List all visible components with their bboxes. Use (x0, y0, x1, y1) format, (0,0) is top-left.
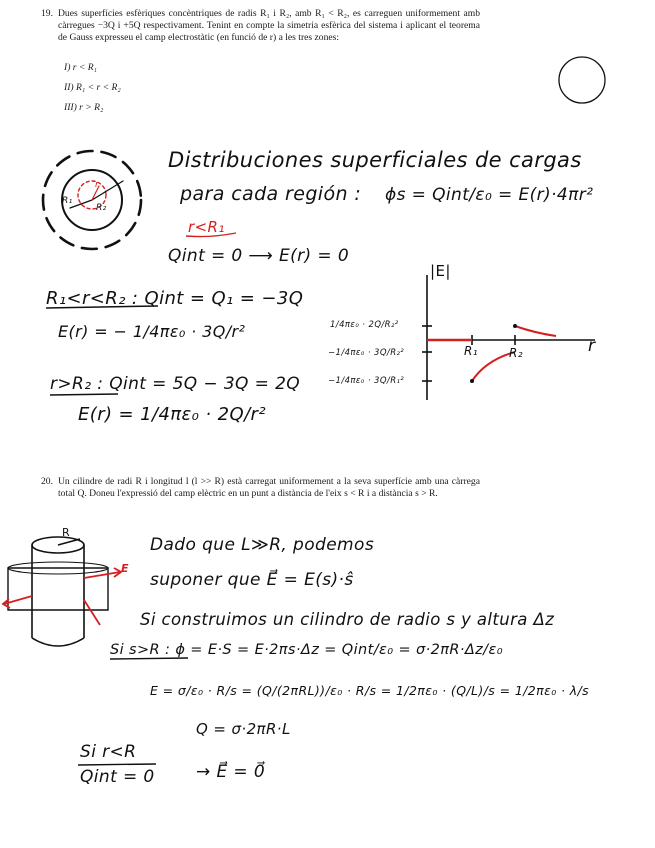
notes20-case-qint: Qint = 0 (80, 767, 155, 787)
notes19-case1-eq: Qint = 0 ⟶ E(r) = 0 (168, 246, 350, 266)
problem-20-text: Un cilindre de radi R i longitud l (l >> R) està carregat uniformement a la seva superfície amb una càrrega total Q. Doneu l'expressió del camp elèctric en un punt a distància de l'eix s < R i a distància s > R. (58, 476, 480, 499)
case20-underline-2 (78, 764, 156, 765)
notes20-line-6: Q = σ·2πR·L (196, 720, 291, 738)
notes19-case3-cond: r>R₂ : Qint = 5Q − 3Q = 2Q (50, 374, 301, 394)
notes20-line-4: Si s>R : ϕ = E·S = E·2πs·Δz = Qint/ε₀ = σ·2πR·Δz/ε₀ (110, 642, 503, 658)
problem-20-number: 20. (41, 476, 53, 487)
notes20-line-5: E = σ/ε₀ · R/s = (Q/(2πRL))/ε₀ · R/s = 1/2πε₀ · (Q/L)/s = 1/2πε₀ · λ/s (150, 683, 590, 698)
notes19-case2-cond: R₁<r<R₂ : Qint = Q₁ = −3Q (46, 288, 304, 309)
cylinder-radius (58, 539, 80, 545)
notes19-case1-label: r<R₁ (188, 218, 225, 236)
graph-tick-neg-low-label: −1/4πε₀ · 3Q/R₁² (328, 376, 405, 386)
notes19-title-2: para cada región : (180, 183, 362, 205)
radius-R1-line (70, 200, 92, 208)
zone-item-3: III) r > R₂ (64, 102, 104, 113)
zone-item-1: I) r < R₁ (64, 62, 97, 73)
blank-circle (559, 57, 605, 103)
sphere-figure (43, 151, 141, 249)
graph-tick-pos-label: 1/4πε₀ · 2Q/R₂² (330, 320, 399, 330)
cylinder-label-R: R (62, 526, 71, 539)
label-r: r (95, 180, 100, 190)
notes20-line-1: Dado que L≫R, podemos (150, 535, 375, 555)
problem-19-number: 19. (41, 8, 53, 19)
problem-19-text: Dues superfícies esfèriques concèntriques de radis R₁ i R₂, amb R₁ < R₂, es carreguen uniformement amb càrregues −3Q i +5Q respectivament. Tenint en compte la simetria esfèrica del sistema i aplicant el teorema de Gauss expresseu el camp electrostàtic (en funció de r) a les tres zones: (58, 8, 480, 43)
case20-underline-1 (110, 658, 188, 659)
case3-underline (50, 394, 118, 395)
notes19-case3-eq: E(r) = 1/4πε₀ · 2Q/r² (78, 404, 266, 425)
notes20-line-2: suponer que E⃗ = E(s)·ŝ (150, 570, 354, 590)
cylinder-figure (3, 537, 121, 646)
zone-item-2: II) R₁ < r < R₂ (64, 82, 121, 93)
field-positive-curve (515, 326, 556, 336)
notes19-case2-eq: E(r) = − 1/4πε₀ · 3Q/r² (58, 322, 246, 341)
graph-open-point-low (470, 379, 474, 383)
graph-19 (422, 275, 595, 400)
graph-open-point-high (513, 324, 517, 328)
notes20-case-cond: Si r<R (80, 742, 137, 762)
notes19-title-1: Distribuciones superficiales de cargas (168, 148, 582, 172)
graph-ylabel: |E| (430, 262, 451, 280)
field-arrow-down (84, 600, 100, 625)
notes20-line-3: Si construimos un cilindro de radio s y altura Δz (140, 610, 555, 629)
label-R1: R₁ (62, 196, 73, 206)
label-R2: R₂ (96, 203, 107, 213)
graph-tick-neg-mid-label: −1/4πε₀ · 3Q/R₂² (328, 348, 405, 358)
cylinder-label-E: E (121, 562, 129, 575)
notes20-case-result: → E⃗ = 0⃗ (196, 762, 266, 782)
notes19-gauss-law: ϕs = Qint/ε₀ = E(r)·4πr² (385, 185, 594, 205)
cylinder-bottom (32, 638, 84, 646)
graph-tick-R1: R₁ (464, 344, 478, 358)
graph-tick-R2: R₂ (509, 346, 523, 360)
graph-xlabel: r (588, 336, 596, 356)
